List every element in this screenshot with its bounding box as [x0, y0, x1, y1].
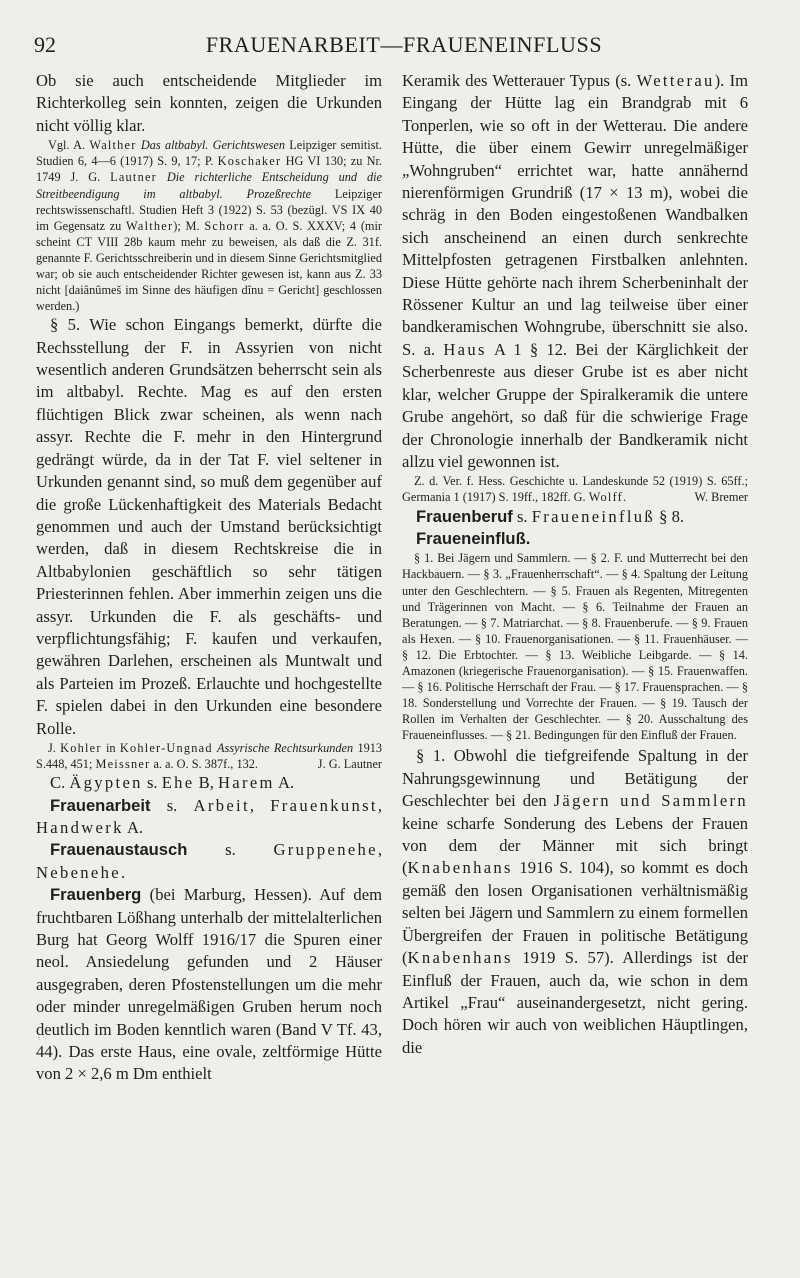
entry-frauenberg-continued: Keramik des Wetterauer Typus (s. Wetterau). Im Eingang der Hütte lag ein Brandgrab mit 6 Tonperlen, wie so oft in der Wetterau. Die andere Hütte, die über einem Gewirr unregelmäßiger „Wohngruben“ errichtet war, hatte annähernd nierenförmigen Grundriß (17 × 13 m), wobei die schräg in den Boden eingestoßenen Wandbalken sich anscheinend an einen durch senkrechte Mittelpfosten getragenen Firstbalken anlehnten. Diese Hütte gehörte nach ihrem Scherbeninhalt der Rössener Kultur an und lag teilweise über einer bandkeramischen Wohngrube, überschnitt sie also. S. a. Haus A 1 § 12. Bei der Kärglichkeit der Scherbenreste aus dieser Grube ist es aber nicht klar, welcher Gruppe der Spiralkeramik die untere Grube angehört, so daß für die schwierige Frage der Chronologie innerhalb der Bandkeramik nicht allzu viel gewonnen ist. — [402, 71, 748, 471]
right-column — [402, 70, 748, 1265]
headword: Frauenberuf — [416, 506, 513, 526]
author-signature: W. Bremer — [694, 490, 748, 505]
reference-block-hess: Z. d. Ver. f. Hess. Geschichte u. Landeskunde 52 (1919) S. 65ff.; Germania 1 (1917) S. 19ff., 182ff. G. Wolff. W. Bremer — [402, 474, 748, 505]
headword: Frauenberg — [50, 885, 142, 905]
entry-frauenarbeit: Frauenarbeit s. Arbeit, Frauenkunst, Handwerk A. — [36, 795, 382, 837]
headword: Frauenarbeit — [50, 795, 151, 815]
page-number: 92 — [34, 32, 56, 57]
headword: Fraueneinfluß. — [416, 528, 531, 548]
entry-frauenaustausch: Frauenaustausch s. Gruppenehe, Nebenehe. — [36, 840, 382, 882]
paragraph-aegypten: C. Ägypten s. Ehe B, Harem A. — [50, 773, 295, 793]
headword: Frauenaustausch — [50, 840, 188, 860]
paragraph-section-1: § 1. Obwohl die tiefgreifende Spaltung in der Nahrungsgewinnung und Betätigung der Geschlechter bei den Jägern und Sammlern keine scharfe Sonderung des Lebens der Frauen von dem der Männer mit sich bringt (Knabenhans 1916 S. 104), so kommt es doch gemäß den losen Organisationen verhältnismäßig selten bei Jägern und Sammlern zu einem formellen Übergreifen der Frauen in politische Betätigung (Knabenhans 1919 S. 57). Allerdings ist der Einfluß der Frauen, auch da, wie schon in dem Artikel „Frau“ auseinandergesetzt, nicht gering. Doch hören wir auch von weiblichen Häuptlingen, die — [402, 746, 748, 1057]
left-column — [36, 70, 382, 1265]
author-signature: J. G. Lautner — [317, 757, 382, 772]
running-head: FRAUENARBEIT—FRAUENEINFLUSS — [205, 32, 603, 57]
page-header — [34, 20, 774, 60]
reference-block-walther: Vgl. A. Walther Das altbabyl. Gerichtswesen Leipziger semitist. Studien 6, 4—6 (1917) S. 9, 17; P. Koschaker HG VI 130; zu Nr. 1749 J. G. Lautner Die richterliche Entscheidung und die Streitbeendigung im altbabyl. Prozeßrechte Leipziger rechtswissenschaftl. Studien Heft 3 (1922) S. 53 (bezügl. VS IX 40 im Gegensatz zu Walther); M. Schorr a. a. O. S. XXXV; 4 (mir scheint CT VIII 28b kaum mehr zu beweisen, als daß die Z. 31f. genannte F. Gerichtsschreiberin und in diesem Sinne Gerichtsmitglied war; ob sie auch entscheidender Richter gewesen ist, kann aus Z. 33 nicht [daiânûmeš im Sinne des häufigen dînu = Gericht] geschlossen werden.) — [36, 138, 382, 314]
paragraph-intro: Ob sie auch entscheidende Mitglieder im Richterkolleg sein konnten, zeigen die Urkunden nicht völlig klar. — [36, 71, 382, 135]
section-contents-list: § 1. Bei Jägern und Sammlern. — § 2. F. und Mutterrecht bei den Hackbauern. — § 3. „Frauenherrschaft“. — § 4. Spaltung der Leitung unter den Geschlechtern. — § 5. Frauen als Regenten, Mitregenten und Trägerinnen von Macht. — § 6. Teilnahme der Frauen an Beratungen. — § 7. Matriarchat. — § 8. Frauenberufe. — § 9. Frauen als Hexen. — § 10. Frauenorganisationen. — § 11. Frauenhäuser. — § 12. Die Erbtochter. — § 13. Weibliche Leibgarde. — § 14. Amazonen (kriegerische Frauenorganisation). — § 15. Frauenwaffen. — § 16. Politische Herrschaft der Frau. — § 17. Frauensprachen. — § 18. Sonderstellung und Vorrechte der Frauen. — § 19. Tausch der Rollen im Verhalten der Geschlechter. — § 20. Ausschaltung des Fraueneinflusses. — § 21. Bedingungen für den Einfluß der Frauen. — [402, 551, 748, 743]
entry-frauenberg: Frauenberg (bei Marburg, Hessen). Auf dem fruchtbaren Lößhang unterhalb der mittelalterlichen Burg hat Georg Wolff 1916/17 die Spuren einer neol. Ansiedelung gefunden und 2 Häuser ausgegraben, deren Pfostenstellungen um die mehr oder minder unregelmäßigen Gruben herum noch deutlich im Boden kenntlich waren (Band V Tf. 43, 44). Das erste Haus, eine ovale, zeltförmige Hütte von 2 × 2,6 m Dm enthielt — [36, 885, 382, 1084]
reference-block-kohler: J. Kohler in Kohler-Ungnad Assyrische Rechtsurkunden 1913 S.448, 451; Meissner a. a. O. S. 387f., 132. J. G. Lautner — [36, 740, 382, 772]
entry-frauenberuf: Frauenberuf s. Fraueneinfluß § 8. — [416, 506, 685, 526]
entry-fraueneinfluss-heading — [402, 528, 748, 550]
paragraph-section-5: § 5. Wie schon Eingangs bemerkt, dürfte die Rechsstellung der F. in Assyrien von nicht wesentlich anderen Grundsätzen beherrscht sein als im altbabyl. Rechte. Mag es auf den ersten flüchtigen Blick zwar scheinen, als wenn nach assyr. Rechte die F. mehr in den Hintergrund gedrängt würde, da in der Tat F. viel seltener in Urkunden genannt sind, so muß dem gegenüber auf die große Lückenhaftigkeit des Materials Bedacht genommen und auch der Umstand berücksichtigt werden, daß in diesem Rechtskreise die in Altbabylonien geschäftlich so sehr tätigen Priesterinnen fehlen. Aber immerhin zeigen uns die assyr. Urkunden die F. als geschäfts- und verpflichtungsfähig; F. kaufen und verkaufen, gewähren Darlehen, erscheinen als Muntwalt und als Parteien im Prozeß. Erlauchte und hochgestellte F. spielen dabei in den Urkunden eine besondere Rolle. — [36, 315, 382, 738]
